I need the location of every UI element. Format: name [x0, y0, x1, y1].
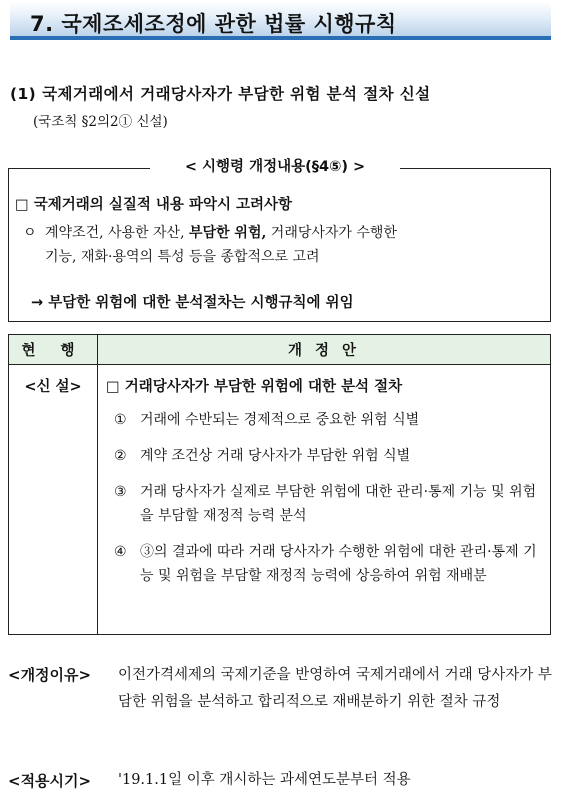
step-text: 거래에 수반되는 경제적으로 중요한 위험 식별 — [140, 412, 420, 428]
section-subtitle: (국조칙 §2의2① 신설) — [33, 114, 168, 130]
header-current: 현 행 — [9, 335, 98, 365]
step-number: ④ — [114, 544, 127, 560]
step-text: 계약 조건상 거래 당사자가 부담한 위험 식별 — [140, 448, 411, 464]
enforcement-decree-box — [8, 168, 551, 322]
step-number: ③ — [114, 484, 127, 500]
section-number: (1) — [10, 85, 37, 103]
step-item — [106, 408, 542, 432]
consideration-item — [23, 221, 547, 269]
step-item — [106, 444, 542, 468]
step-item — [106, 540, 542, 588]
bullet-icon: ㅇ — [23, 225, 37, 241]
consideration-text-a: 계약조건, 사용한 자산, — [45, 225, 189, 241]
step-number: ② — [114, 448, 127, 464]
comparison-table — [8, 334, 551, 635]
step-number: ① — [114, 412, 127, 428]
proposed-cell — [98, 365, 551, 635]
current-cell: <신 설> — [9, 365, 98, 635]
step-item — [106, 480, 542, 528]
consideration-heading: □ 국제거래의 실질적 내용 파악시 고려사항 — [15, 197, 293, 213]
proposed-title: □ 거래당사자가 부담한 위험에 대한 분석 절차 — [106, 379, 403, 395]
apply-text: '19.1.1일 이후 개시하는 과세연도분부터 적용 — [118, 772, 411, 788]
reason-text: 이전가격세제의 국제기준을 반영하여 국제거래에서 거래 당사자가 부담한 위험을 분석하고 합리적으로 재배분하기 위한 절차 규정 — [118, 667, 552, 710]
header-proposed: 개 정 안 — [98, 335, 551, 365]
delegation-note: → 부담한 위험에 대한 분석절차는 시행규칙에 위임 — [31, 295, 354, 311]
apply-label: <적용시기> — [8, 772, 92, 790]
section-heading-text: 국제거래에서 거래당사자가 부담한 위험 분석 절차 신설 — [42, 85, 431, 103]
decree-box-title: < 시행령 개정내용(§4⑤) > — [150, 155, 400, 179]
step-text: 거래 당사자가 실제로 부담한 위험에 대한 관리·통제 기능 및 위험을 부담할 재정적 능력 분석 — [140, 484, 537, 524]
reason-label: <개정이유> — [8, 666, 92, 684]
page-title-bar — [10, 2, 551, 40]
consideration-text-bold: 부담한 위험, — [188, 225, 267, 241]
consideration-text-b: 거래당사자가 수행한 — [266, 225, 397, 241]
section-heading — [10, 82, 570, 104]
page-title: 7. 국제조세조정에 관한 법률 시행규칙 — [30, 12, 397, 36]
consideration-text-cont: 기능, 재화·용역의 특성 등을 종합적으로 고려 — [45, 249, 320, 265]
step-text: ③의 결과에 따라 거래 당사자가 수행한 위험에 대한 관리·통제 기능 및 위험을 부담할 재정적 능력에 상응하여 위험 재배분 — [140, 544, 537, 584]
